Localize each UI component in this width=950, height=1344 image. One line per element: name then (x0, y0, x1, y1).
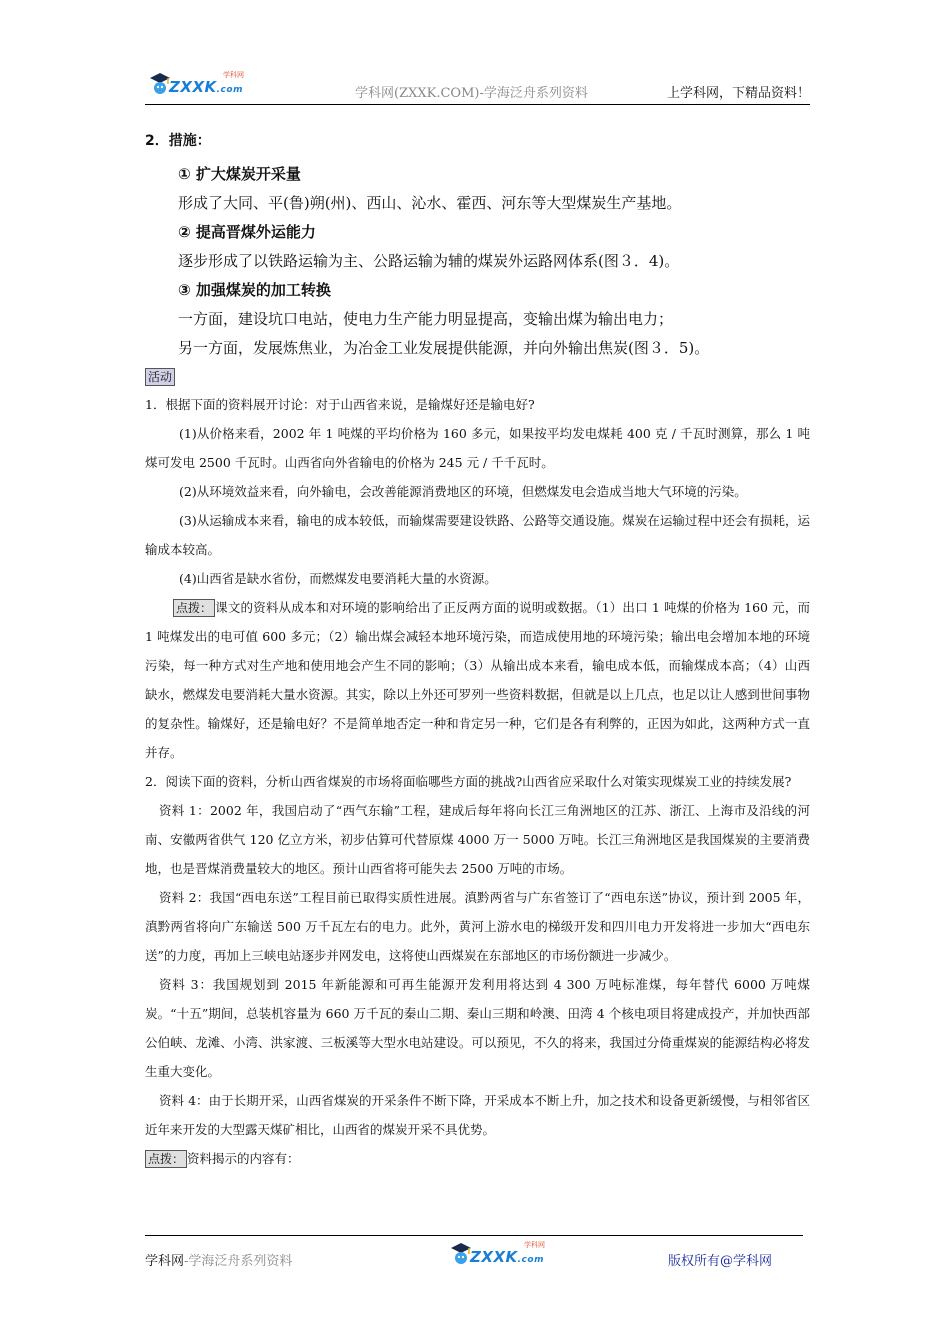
measure-text-1: 形成了大同、平(鲁)朔(州)、西山、沁水、霍西、河东等大型煤炭生产基地。 (178, 194, 682, 212)
hint-text-1: 课文的资料从成本和对环境的影响给出了正反两方面的说明或数据。（1）出口 1 吨煤的价格为 160 元，而 1 吨煤发出的电可值 600 多元；（2）输出煤会减轻本地环境污染，而造成使用地的环境污染；输出电会增加本地的环境污染，每一种方式对生产地和使用地会产生不同的影响；（3）从输出成本来看，输电成本低，而输煤成本高；（4）山西缺水，燃煤发电要消耗大量水资源。其实，除以上外还可罗列一些资料数据，但就是以上几点，也足以让人感到世间事物的复杂性。输煤好，还是输电好？不是简单地否定一种和肯定另一种，它们是各有利弊的，正因为如此，这两种方式一直并存。 (145, 600, 810, 760)
hint-tag-2: 点拨： (145, 1150, 187, 1168)
measure-heading-1: ① 扩大煤炭开采量 (178, 165, 301, 183)
measure-text-3a: 一方面，建设坑口电站，使电力生产能力明显提高，变输出煤为输出电力； (178, 310, 674, 328)
measure-heading-2: ② 提高晋煤外运能力 (178, 223, 316, 241)
graduate-hat-icon (149, 72, 171, 98)
page-header (145, 68, 810, 105)
zxxk-logo (145, 68, 255, 102)
measure-text-2: 逐步形成了以铁路运输为主、公路运输为辅的煤炭外运路网体系(图３．4)。 (178, 252, 680, 270)
activity-tag: 活动 (145, 368, 175, 386)
material-3: 资料 3：我国规划到 2015 年新能源和可再生能源开发利用将达到 4 300 万吨标准煤，每年替代 6000 万吨煤炭。“十五”期间，总装机容量为 660 万千瓦的秦山二期、秦山三期和岭澳、田湾 4 个核电项目将建成投产，并加快西部公伯峡、龙滩、小湾、洪家渡、三板溪等大型水电站建设。可以预见，不久的将来，我国过分倚重煤炭的能源结构必将发生重大变化。 (145, 977, 810, 1079)
header-slogan: 上学科网，下精品资料！ (666, 86, 810, 101)
section-title: 2．措施： (145, 133, 211, 149)
material-1: 资料 1：2002 年，我国启动了“西气东输”工程，建成后每年将向长江三角洲地区的江苏、浙江、上海市及沿线的河南、安徽两省供气 120 亿立方米，初步估算可代替原煤 4000 万一 5000 万吨。长江三角洲地区是我国煤炭的主要消费地，也是晋煤消费量较大的地区。预计山西省将可能失去 2500 万吨的市场。 (145, 803, 810, 876)
measure-text-3b: 另一方面，发展炼焦业，为冶金工业发展提供能源，并向外输出焦炭(图３．5)。 (178, 339, 710, 357)
hint-paragraph-2 (145, 1144, 810, 1173)
question-2: 2．阅读下面的资料，分析山西省煤炭的市场将面临哪些方面的挑战?山西省应采取什么对策实现煤炭工业的持续发展? (145, 774, 792, 789)
main-content (145, 130, 810, 1173)
q1-item-2: (2)从环境效益来看，向外输电，会改善能源消费地区的环境，但燃煤发电会造成当地大气环境的污染。 (179, 484, 747, 499)
q1-item-3: (3)从运输成本来看，输电的成本较低，而输煤需要建设铁路、公路等交通设施。煤炭在运输过程中还会有损耗，运输成本较高。 (145, 513, 810, 557)
logo-sup: 学科网 (223, 71, 244, 79)
header-center-text: 学科网(ZXXK.COM)-学海泛舟系列资料 (355, 86, 588, 101)
footer-logo (446, 1238, 556, 1272)
measure-heading-3: ③ 加强煤炭的加工转换 (178, 281, 331, 299)
hint-text-2: 资料揭示的内容有： (187, 1151, 300, 1166)
logo-text: ZXXK.com (169, 78, 243, 96)
footer-left: 学科网-学海泛舟系列资料 (145, 1254, 293, 1269)
footer-logo-sup: 学科网 (524, 1241, 545, 1249)
material-2: 资料 2：我国“西电东送”工程目前已取得实质性进展。滇黔两省与广东省签订了“西电东送”协议，预计到 2005 年，滇黔两省将向广东输送 500 万千瓦左右的电力。此外，黄河上游水电的梯级开发和四川电力开发将进一步加大“西电东送”的力度，再加上三峡电站逐步并网发电，这将使山西煤炭在东部地区的市场份额进一步减少。 (145, 890, 810, 963)
hint-tag: 点拨： (173, 599, 215, 617)
footer-rule (145, 1235, 803, 1236)
q1-item-1: (1)从价格来看，2002 年 1 吨煤的平均价格为 160 多元，如果按平均发电煤耗 400 克 / 千瓦时测算，那么 1 吨煤可发电 2500 千瓦时。山西省向外省输电的价格为 245 元 / 千千瓦时。 (145, 426, 810, 470)
question-1: 1．根据下面的资料展开讨论：对于山西省来说，是输煤好还是输电好? (145, 397, 535, 412)
hint-paragraph-1 (145, 593, 810, 767)
q1-item-4: (4)山西省是缺水省份，而燃煤发电要消耗大量的水资源。 (179, 571, 497, 586)
graduate-hat-icon-footer (450, 1242, 472, 1268)
copyright-link[interactable]: 版权所有@学科网 (668, 1254, 773, 1269)
material-4: 资料 4：由于长期开采，山西省煤炭的开采条件不断下降，开采成本不断上升，加之技术和设备更新缓慢，与相邻省区近年来开发的大型露天煤矿相比，山西省的煤炭开采不具优势。 (145, 1093, 810, 1137)
footer-logo-text: ZXXK.com (470, 1248, 544, 1266)
